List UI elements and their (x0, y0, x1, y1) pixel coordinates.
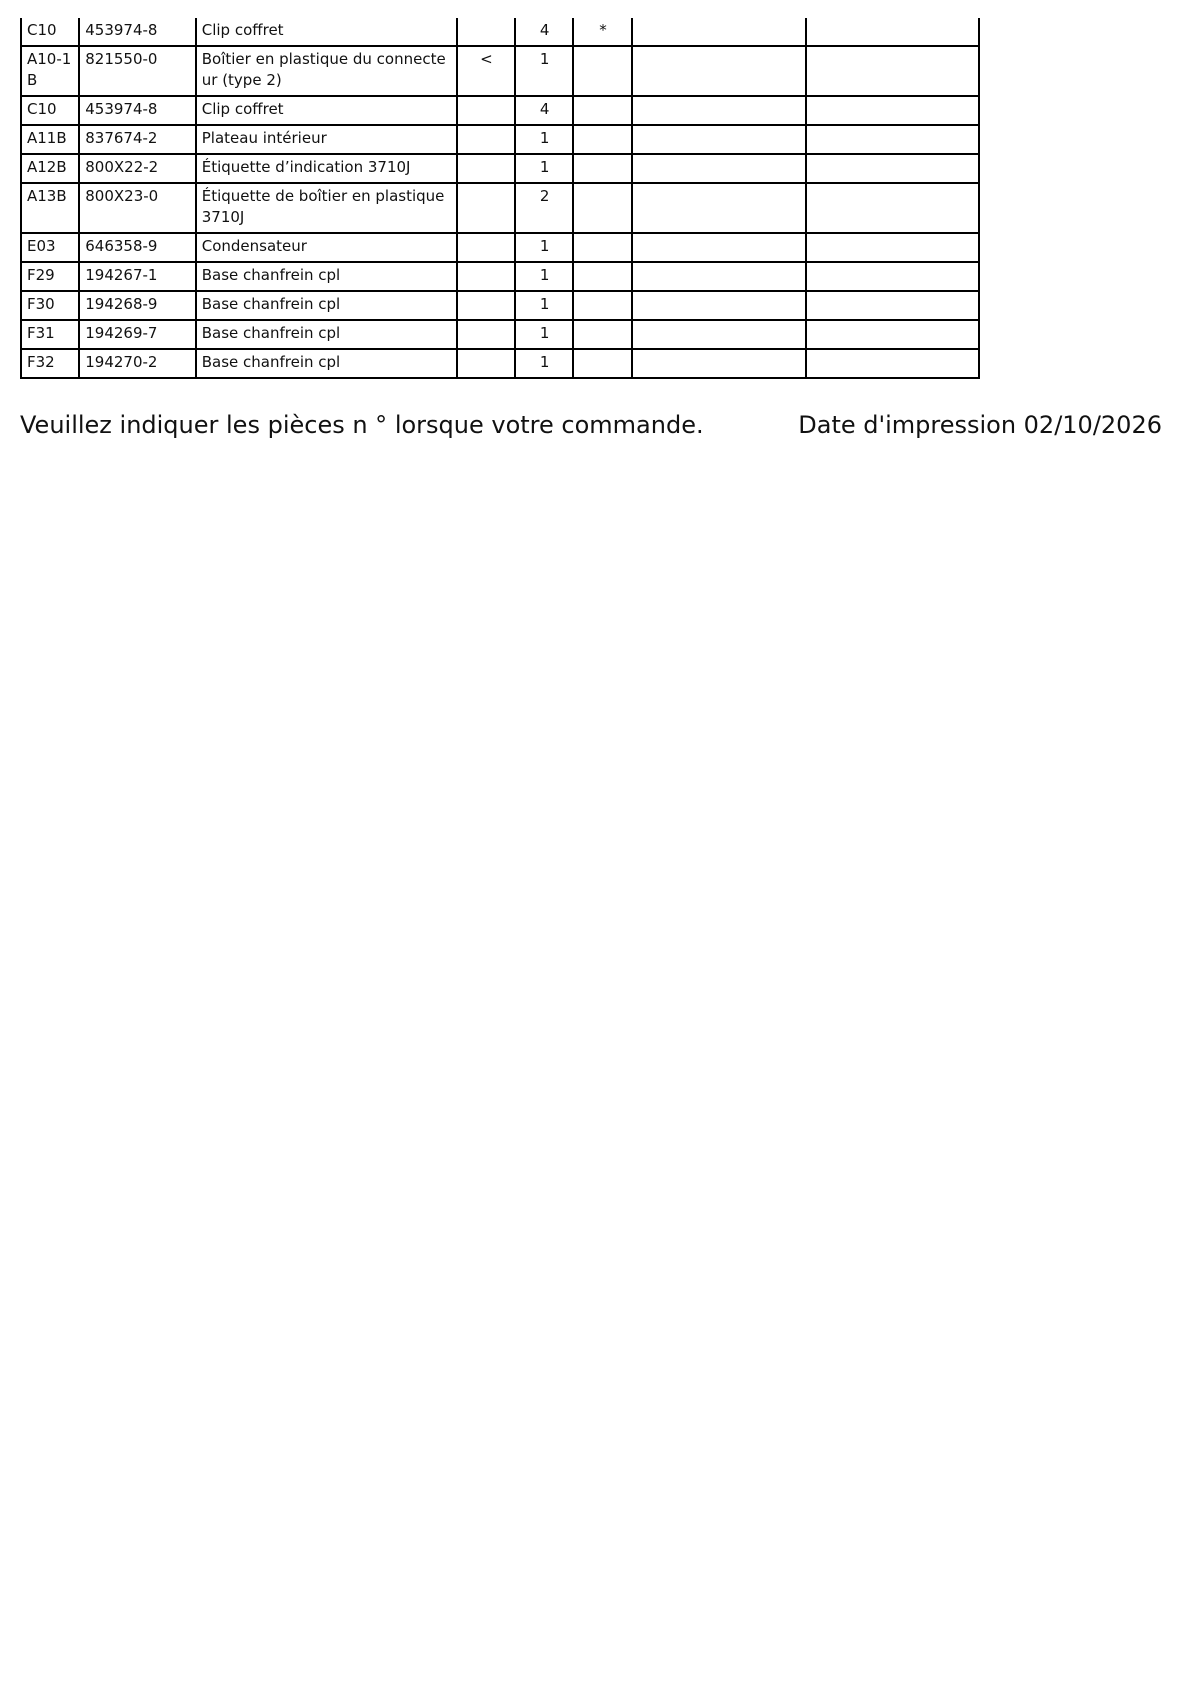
cell-part-number: 194270-2 (79, 349, 196, 378)
cell-mark (457, 262, 515, 291)
cell-ref: A11B (21, 125, 79, 154)
cell-blank-1 (632, 96, 807, 125)
table-row (21, 320, 979, 349)
cell-quantity: 1 (515, 46, 573, 96)
cell-blank-2 (806, 154, 979, 183)
cell-description: Clip coffret (196, 18, 457, 46)
cell-part-number: 800X23-0 (79, 183, 196, 233)
cell-part-number: 453974-8 (79, 18, 196, 46)
cell-note (573, 125, 631, 154)
cell-mark (457, 154, 515, 183)
cell-quantity: 1 (515, 154, 573, 183)
cell-blank-1 (632, 46, 807, 96)
cell-ref: C10 (21, 96, 79, 125)
cell-blank-1 (632, 262, 807, 291)
cell-blank-1 (632, 320, 807, 349)
cell-quantity: 1 (515, 291, 573, 320)
cell-quantity: 4 (515, 96, 573, 125)
table-row (21, 96, 979, 125)
cell-note (573, 233, 631, 262)
cell-ref: F32 (21, 349, 79, 378)
cell-part-number: 194268-9 (79, 291, 196, 320)
table-row (21, 154, 979, 183)
cell-blank-2 (806, 233, 979, 262)
cell-quantity: 1 (515, 349, 573, 378)
cell-mark (457, 233, 515, 262)
cell-mark (457, 18, 515, 46)
cell-blank-1 (632, 183, 807, 233)
cell-mark (457, 125, 515, 154)
cell-description: Étiquette d’indication 3710J (196, 154, 457, 183)
cell-description: Base chanfrein cpl (196, 262, 457, 291)
order-instruction: Veuillez indiquer les pièces n ° lorsque votre commande. (20, 411, 704, 439)
cell-blank-1 (632, 233, 807, 262)
table-row (21, 233, 979, 262)
cell-mark (457, 183, 515, 233)
cell-blank-2 (806, 18, 979, 46)
cell-quantity: 1 (515, 233, 573, 262)
cell-note (573, 154, 631, 183)
cell-ref: F29 (21, 262, 79, 291)
cell-mark (457, 96, 515, 125)
cell-blank-2 (806, 183, 979, 233)
cell-part-number: 837674-2 (79, 125, 196, 154)
table-row (21, 262, 979, 291)
parts-table (20, 18, 980, 379)
table-row (21, 46, 979, 96)
cell-ref: E03 (21, 233, 79, 262)
cell-note (573, 262, 631, 291)
cell-note (573, 183, 631, 233)
cell-note (573, 46, 631, 96)
cell-description: Base chanfrein cpl (196, 291, 457, 320)
cell-blank-1 (632, 18, 807, 46)
cell-note (573, 349, 631, 378)
table-row (21, 18, 979, 46)
cell-mark: < (457, 46, 515, 96)
cell-description: Boîtier en plastique du connecteur (type 2) (196, 46, 457, 96)
cell-part-number: 194269-7 (79, 320, 196, 349)
cell-part-number: 821550-0 (79, 46, 196, 96)
cell-mark (457, 349, 515, 378)
cell-description: Base chanfrein cpl (196, 349, 457, 378)
parts-table-body (21, 18, 979, 378)
cell-note (573, 291, 631, 320)
cell-quantity: 1 (515, 320, 573, 349)
cell-blank-1 (632, 125, 807, 154)
cell-note (573, 320, 631, 349)
cell-blank-1 (632, 154, 807, 183)
cell-part-number: 800X22-2 (79, 154, 196, 183)
cell-blank-2 (806, 349, 979, 378)
cell-description: Condensateur (196, 233, 457, 262)
cell-ref: C10 (21, 18, 79, 46)
cell-blank-1 (632, 349, 807, 378)
cell-quantity: 1 (515, 262, 573, 291)
cell-part-number: 194267-1 (79, 262, 196, 291)
table-row (21, 291, 979, 320)
table-row (21, 183, 979, 233)
cell-ref: A12B (21, 154, 79, 183)
cell-quantity: 1 (515, 125, 573, 154)
cell-ref: A10-1B (21, 46, 79, 96)
cell-blank-2 (806, 96, 979, 125)
cell-blank-1 (632, 291, 807, 320)
cell-part-number: 453974-8 (79, 96, 196, 125)
cell-blank-2 (806, 262, 979, 291)
table-row (21, 125, 979, 154)
cell-blank-2 (806, 320, 979, 349)
cell-mark (457, 291, 515, 320)
cell-ref: F30 (21, 291, 79, 320)
cell-description: Base chanfrein cpl (196, 320, 457, 349)
cell-description: Plateau intérieur (196, 125, 457, 154)
cell-mark (457, 320, 515, 349)
table-row (21, 349, 979, 378)
cell-note: * (573, 18, 631, 46)
cell-ref: A13B (21, 183, 79, 233)
cell-description: Clip coffret (196, 96, 457, 125)
cell-ref: F31 (21, 320, 79, 349)
cell-blank-2 (806, 291, 979, 320)
cell-note (573, 96, 631, 125)
print-date: Date d'impression 02/10/2026 (798, 411, 1162, 439)
cell-part-number: 646358-9 (79, 233, 196, 262)
cell-blank-2 (806, 125, 979, 154)
cell-blank-2 (806, 46, 979, 96)
cell-quantity: 2 (515, 183, 573, 233)
cell-quantity: 4 (515, 18, 573, 46)
cell-description: Étiquette de boîtier en plastique 3710J (196, 183, 457, 233)
